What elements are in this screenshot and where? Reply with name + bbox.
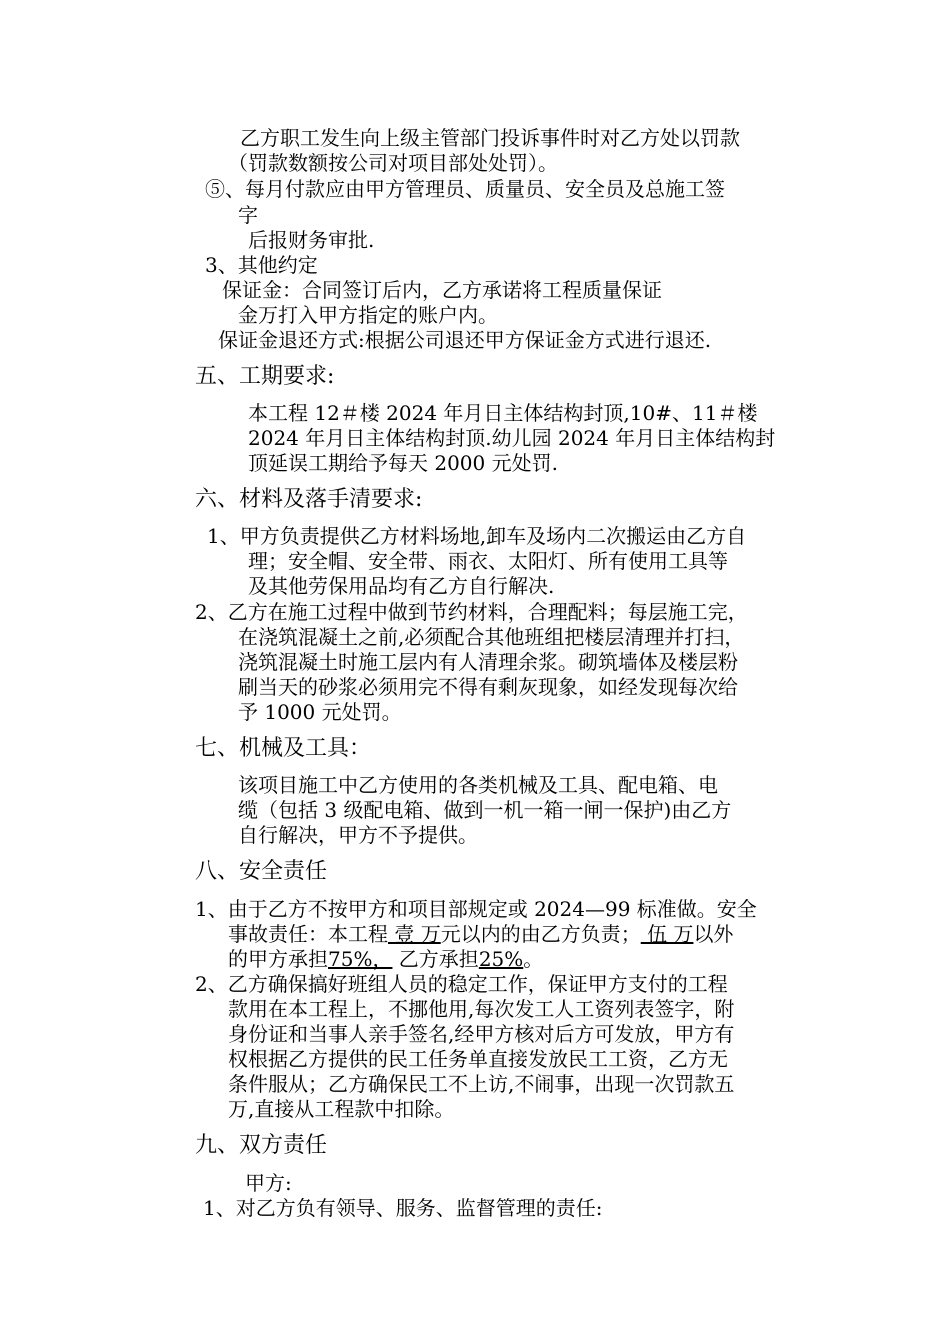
text-line: 及其他劳保用品均有乙方自行解决.	[248, 574, 555, 598]
text-line: ⑤、每月付款应由甲方管理员、质量员、安全员及总施工签	[205, 177, 725, 201]
text-line: 款用在本工程上，不挪他用,每次发工人工资列表签字，附	[228, 997, 735, 1021]
text-line	[228, 921, 733, 947]
underlined-amount: 伍 万	[640, 922, 694, 946]
text-line: 保证金：合同签订后内，乙方承诺将工程质量保证	[222, 278, 662, 302]
text-line: 自行解决，甲方不予提供。	[238, 823, 478, 847]
text-line: 3、其他约定	[205, 253, 318, 277]
text-line: 刷当天的砂浆必须用完不得有剩灰现象，如经发现每次给	[238, 675, 738, 699]
text-segment: 乙方承担	[392, 947, 479, 971]
section-heading-responsibilities: 九、双方责任	[195, 1133, 328, 1158]
text-line: 1、对乙方负有领导、服务、监督管理的责任:	[203, 1196, 603, 1220]
text-line: 1、由于乙方不按甲方和项目部规定或 2024—99 标准做。安全	[195, 897, 757, 921]
text-line: 浇筑混凝土时施工层内有人清理余浆。砌筑墙体及楼层粉	[238, 650, 738, 674]
text-line: 缆（包括 3 级配电箱、做到一机一箱一闸一保护)由乙方	[238, 798, 732, 822]
text-line: 1、甲方负责提供乙方材料场地,卸车及场内二次搬运由乙方自	[207, 524, 747, 548]
underlined-percent: 25%	[478, 947, 524, 971]
text-line: 字	[238, 203, 258, 227]
text-segment: 元以内的由乙方负责；	[440, 922, 641, 946]
text-line: 身份证和当事人亲手签名,经甲方核对后方可发放，甲方有	[228, 1022, 735, 1046]
text-line: 该项目施工中乙方使用的各类机械及工具、配电箱、电	[238, 773, 718, 797]
section-heading-schedule: 五、工期要求:	[195, 364, 335, 389]
text-segment: 的甲方承担	[228, 947, 328, 971]
text-segment: 。	[523, 947, 544, 971]
section-heading-safety: 八、安全责任	[195, 859, 328, 884]
section-heading-materials: 六、材料及落手清要求:	[195, 487, 423, 512]
text-line: 在浇筑混凝土之前,必须配合其他班组把楼层清理并打扫，	[238, 625, 745, 649]
underlined-percent: 75%，	[328, 947, 393, 971]
text-line: 甲方:	[245, 1171, 292, 1195]
section-heading-machinery: 七、机械及工具：	[195, 736, 372, 761]
text-segment: 事故责任：本工程	[228, 922, 388, 946]
text-line	[228, 946, 543, 972]
text-line: 权根据乙方提供的民工任务单直接发放民工工资，乙方无	[228, 1047, 728, 1071]
text-segment: 以外	[693, 922, 734, 946]
text-line: 本工程 12＃楼 2024 年月日主体结构封顶,10#、11＃楼	[248, 401, 758, 425]
text-line: （罚款数额按公司对项目部处处罚）。	[228, 151, 558, 175]
text-line: 理；安全帽、安全带、雨衣、太阳灯、所有使用工具等	[248, 549, 728, 573]
text-line: 顶延误工期给予每天 2000 元处罚.	[248, 451, 558, 475]
text-line: 万,直接从工程款中扣除。	[228, 1097, 455, 1121]
text-line: 金万打入甲方指定的账户内。	[238, 303, 498, 327]
text-line: 2、乙方确保搞好班组人员的稳定工作，保证甲方支付的工程	[195, 972, 728, 996]
text-line: 乙方职工发生向上级主管部门投诉事件时对乙方处以罚款	[240, 126, 740, 150]
underlined-amount: 壹 万	[388, 922, 441, 946]
text-line: 保证金退还方式:根据公司退还甲方保证金方式进行退还.	[218, 328, 712, 352]
text-line: 2、乙方在施工过程中做到节约材料，合理配料；每层施工完，	[195, 600, 748, 624]
text-line: 2024 年月日主体结构封顶.幼儿园 2024 年月日主体结构封	[248, 426, 776, 450]
text-line: 予 1000 元处罚。	[238, 700, 402, 724]
text-line: 后报财务审批.	[248, 228, 375, 252]
text-line: 条件服从；乙方确保民工不上访,不闹事，出现一次罚款五	[228, 1072, 735, 1096]
